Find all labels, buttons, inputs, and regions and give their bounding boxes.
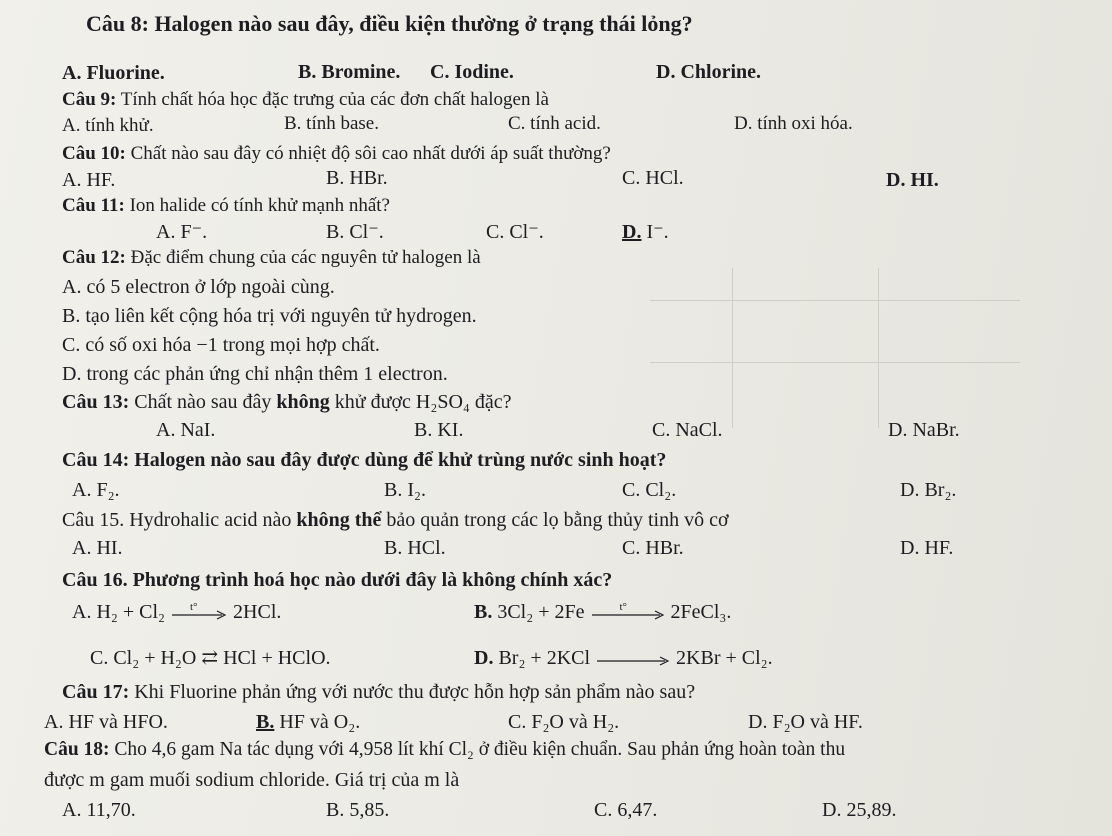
question-16-negation: không	[462, 569, 516, 591]
question-10-stem	[62, 142, 611, 166]
question-12-stem	[62, 246, 481, 270]
question-10-text: Chất nào sau đây có nhiệt độ sôi cao nhất dưới áp suất thường?	[125, 143, 611, 164]
question-18-text: Cho 4,6 gam Na tác dụng với 4,958 lít khí Cl₂ ở điều kiện chuẩn. Sau phản ứng hoàn toàn thu	[109, 739, 846, 760]
question-16-option-b-letter: B.	[474, 601, 493, 623]
question-17-option-c: C. F₂O và H₂.	[508, 711, 620, 733]
question-16-option-a-reactants: H₂ + Cl₂	[96, 601, 166, 623]
question-9-option-c: C. tính acid.	[508, 113, 601, 134]
question-18-stem	[44, 738, 845, 762]
question-12-option-a: A. có 5 electron ở lớp ngoài cùng.	[62, 276, 335, 298]
question-16-stem	[62, 568, 612, 592]
question-16-option-c	[90, 646, 331, 670]
question-8-stem: Câu 8: Halogen nào sau đây, điều kiện thường ở trạng thái lỏng?	[86, 11, 693, 36]
question-18-label: Câu 18:	[44, 739, 110, 760]
question-13-negation: không	[276, 391, 330, 413]
question-10-label: Câu 10:	[62, 143, 126, 164]
question-16-text-c: chính xác?	[515, 569, 613, 591]
question-12-option-d: D. trong các phản ứng chỉ nhận thêm 1 electron.	[62, 363, 448, 385]
question-9-option-d: D. tính oxi hóa.	[734, 113, 853, 134]
question-16-option-d-letter: D.	[474, 647, 494, 669]
reaction-arrow	[595, 649, 671, 669]
question-15-negation: không thể	[296, 509, 382, 531]
question-9-stem	[62, 88, 549, 112]
question-17-label: Câu 17:	[62, 681, 130, 703]
question-14-option-d: D. Br₂.	[900, 479, 957, 501]
question-18-option-d: D. 25,89.	[822, 799, 897, 821]
bleed-through-line	[650, 362, 1020, 363]
question-16-option-c-letter: C.	[90, 647, 109, 669]
question-14-option-c: C. Cl₂.	[622, 479, 677, 501]
question-15-option-c: C. HBr.	[622, 537, 684, 559]
question-16-option-d-products: 2KBr + Cl₂.	[676, 647, 773, 669]
question-9-option-a: A. tính khử.	[62, 115, 154, 136]
question-16-option-b	[474, 600, 731, 624]
question-15-option-b: B. HCl.	[384, 537, 446, 559]
question-8-option-b: B. Bromine.	[298, 61, 401, 83]
question-9-option-b: B. tính base.	[284, 113, 379, 134]
question-11-label: Câu 11:	[62, 195, 125, 216]
question-17-option-d: D. F₂O và HF.	[748, 711, 863, 733]
reaction-arrow	[170, 603, 228, 623]
question-17-option-b-text: HF và O₂.	[274, 711, 361, 733]
question-10-option-d: D. HI.	[886, 169, 939, 191]
question-16-option-b-products: 2FeCl₃.	[670, 601, 732, 623]
question-16-option-d	[474, 646, 773, 670]
question-17-stem	[62, 680, 695, 704]
question-10-option-a: A. HF.	[62, 169, 116, 191]
question-18-stem-line-2: được m gam muối sodium chloride. Giá trị của m là	[44, 769, 460, 791]
question-16-option-b-reactants: 3Cl₂ + 2Fe	[497, 601, 585, 623]
question-17-option-b	[256, 710, 360, 734]
question-8-option-c: C. Iodine.	[430, 61, 514, 83]
question-11-option-b: B. Cl⁻.	[326, 221, 384, 243]
question-14-option-a: A. F₂.	[72, 479, 120, 501]
question-17-text: Khi Fluorine phản ứng với nước thu được hỗn hợp sản phẩm nào sau?	[129, 681, 696, 703]
question-15-text-a: Câu 15. Hydrohalic acid nào	[62, 509, 297, 531]
question-8-option-a: A. Fluorine.	[62, 62, 165, 84]
question-16-option-c-equation: Cl₂ + H₂O ⇄ HCl + HClO.	[113, 647, 331, 669]
question-13-option-a: A. NaI.	[156, 419, 216, 441]
question-17-option-a: A. HF và HFO.	[44, 711, 168, 733]
question-11-option-d	[622, 220, 669, 244]
question-18-option-a: A. 11,70.	[62, 799, 136, 821]
question-11-option-c: C. Cl⁻.	[486, 221, 544, 243]
question-18-option-b: B. 5,85.	[326, 799, 390, 821]
question-13-option-d: D. NaBr.	[888, 419, 960, 441]
question-11-option-d-letter: D.	[622, 221, 642, 243]
bleed-through-line	[650, 300, 1020, 301]
question-13-label: Câu 13:	[62, 391, 130, 413]
question-18-option-c: C. 6,47.	[594, 799, 658, 821]
question-14-stem: Câu 14: Halogen nào sau đây được dùng để khử trùng nước sinh hoạt?	[62, 449, 667, 471]
question-9-label: Câu 9:	[62, 89, 117, 110]
question-11-text: Ion halide có tính khử mạnh nhất?	[124, 195, 390, 216]
reaction-arrow	[590, 603, 666, 623]
question-8-option-d: D. Chlorine.	[656, 61, 761, 83]
question-12-label: Câu 12:	[62, 247, 126, 268]
question-12-option-c: C. có số oxi hóa −1 trong mọi hợp chất.	[62, 334, 380, 356]
question-13-option-c: C. NaCl.	[652, 419, 723, 441]
question-15-text-c: bảo quản trong các lọ bằng thủy tinh vô cơ	[381, 509, 729, 531]
question-14-option-b: B. I₂.	[384, 479, 426, 501]
question-11-option-d-text: I⁻.	[641, 221, 669, 243]
question-11-option-a: A. F⁻.	[156, 221, 208, 243]
question-15-stem	[62, 508, 729, 532]
question-13-option-b: B. KI.	[414, 419, 464, 441]
bleed-through-line	[878, 268, 879, 428]
question-16-option-a-products: 2HCl.	[233, 601, 282, 623]
bleed-through-line	[732, 268, 733, 428]
question-16-text-a: Câu 16. Phương trình hoá học nào dưới đây là	[62, 569, 463, 591]
question-10-option-c: C. HCl.	[622, 167, 684, 189]
question-16-option-d-reactants: Br₂ + 2KCl	[498, 647, 591, 669]
arrow-condition: t°	[190, 601, 198, 614]
question-13-text-a: Chất nào sau đây	[129, 391, 277, 413]
question-17-option-b-letter: B.	[256, 711, 275, 733]
question-15-option-a: A. HI.	[72, 537, 123, 559]
question-16-option-a-letter: A.	[72, 601, 92, 623]
question-9-text: Tính chất hóa học đặc trưng của các đơn chất halogen là	[116, 89, 549, 110]
question-16-option-a	[72, 600, 281, 624]
question-13-stem	[62, 390, 512, 414]
question-12-option-b: B. tạo liên kết cộng hóa trị với nguyên tử hydrogen.	[62, 305, 477, 327]
question-12-text: Đặc điểm chung của các nguyên tử halogen là	[125, 247, 481, 268]
question-13-text-c: khử được H₂SO₄ đặc?	[329, 391, 512, 413]
question-11-stem	[62, 194, 390, 218]
question-10-option-b: B. HBr.	[326, 167, 388, 189]
question-15-option-d: D. HF.	[900, 537, 954, 559]
arrow-condition: t°	[619, 601, 627, 614]
